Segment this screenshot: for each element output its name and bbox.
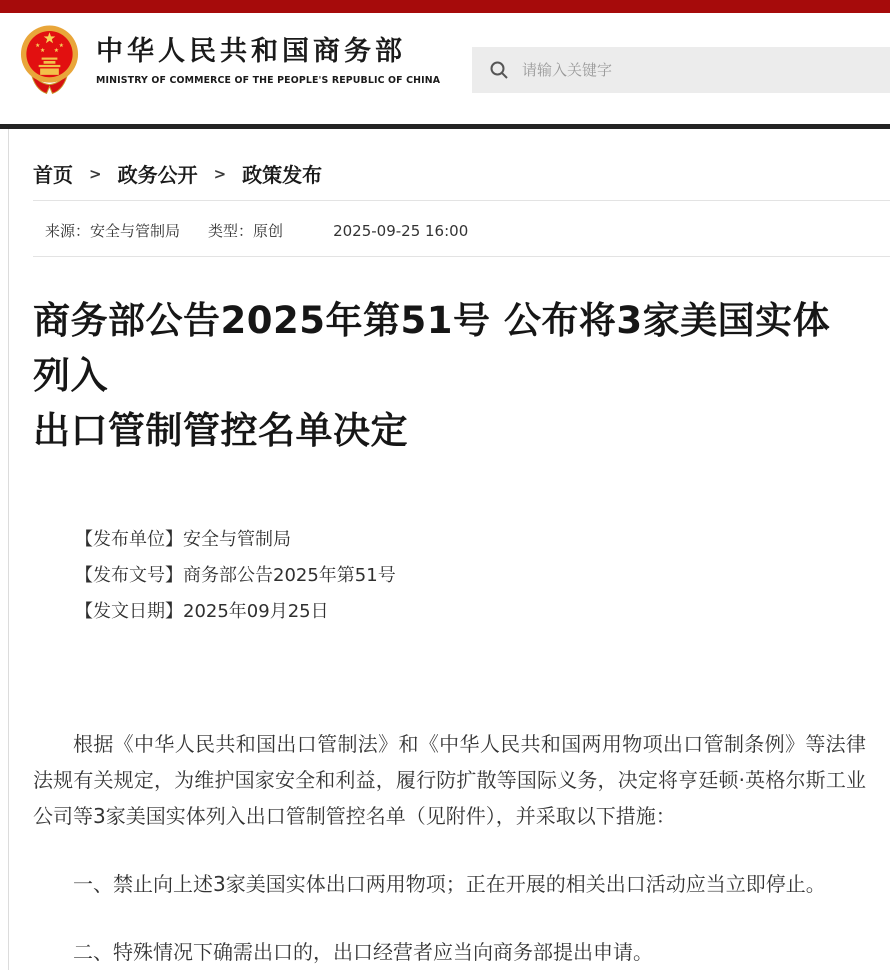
article-meta	[33, 201, 866, 256]
article-info-block	[33, 522, 866, 630]
site-brand	[96, 34, 440, 86]
body-paragraph: 一、禁止向上述3家美国实体出口两用物项；正在开展的相关出口活动应当立即停止。	[73, 872, 826, 896]
meta-type-value: 原创	[253, 222, 284, 240]
divider-line	[33, 256, 890, 257]
meta-type	[208, 220, 283, 241]
article-title	[33, 293, 866, 458]
article-title-line1: 商务部公告2025年第51号 公布将3家美国实体列入	[33, 299, 831, 397]
top-red-bar	[0, 0, 890, 13]
body-paragraph: 二、特殊情况下确需出口的，出口经营者应当向商务部提出申请。	[73, 940, 653, 964]
breadcrumb-separator-icon: >	[213, 164, 227, 183]
article-title-line2: 出口管制管控名单决定	[33, 409, 408, 452]
national-emblem-icon	[18, 24, 81, 96]
meta-source-label: 来源：	[45, 222, 91, 240]
info-line-publisher: 【发布单位】安全与管制局	[75, 529, 291, 550]
breadcrumb-separator-icon: >	[89, 164, 102, 183]
breadcrumb	[33, 129, 866, 188]
content-area	[8, 129, 890, 970]
search-box	[472, 47, 890, 93]
search-input[interactable]	[520, 60, 840, 80]
breadcrumb-item-home[interactable]: 首页	[33, 163, 73, 187]
site-header	[0, 13, 890, 124]
meta-type-label: 类型：	[208, 222, 254, 240]
breadcrumb-item-gov-affairs[interactable]: 政务公开	[117, 163, 198, 187]
site-title-cn: 中华人民共和国商务部	[96, 35, 406, 67]
body-paragraph: 根据《中华人民共和国出口管制法》和《中华人民共和国两用物项出口管制条例》等法律法规有关规定，为维护国家安全和利益，履行防扩散等国际义务，决定将亨廷顿·英格尔斯工业公司等3家美国实体列入出口管制管控名单（见附件），并采取以下措施：	[33, 732, 866, 828]
site-title-en: MINISTRY OF COMMERCE OF THE PEOPLE'S REPUBLIC OF CHINA	[96, 75, 441, 87]
meta-source	[45, 220, 180, 241]
article-body	[33, 726, 866, 970]
meta-source-value: 安全与管制局	[90, 222, 181, 240]
info-line-issue-date: 【发文日期】2025年09月25日	[75, 601, 329, 622]
search-icon[interactable]	[489, 60, 509, 80]
meta-datetime: 2025-09-25 16:00	[333, 221, 469, 240]
site-logo[interactable]	[18, 24, 440, 96]
info-line-doc-number: 【发布文号】商务部公告2025年第51号	[75, 565, 396, 586]
breadcrumb-item-policy-release[interactable]: 政策发布	[242, 163, 323, 187]
